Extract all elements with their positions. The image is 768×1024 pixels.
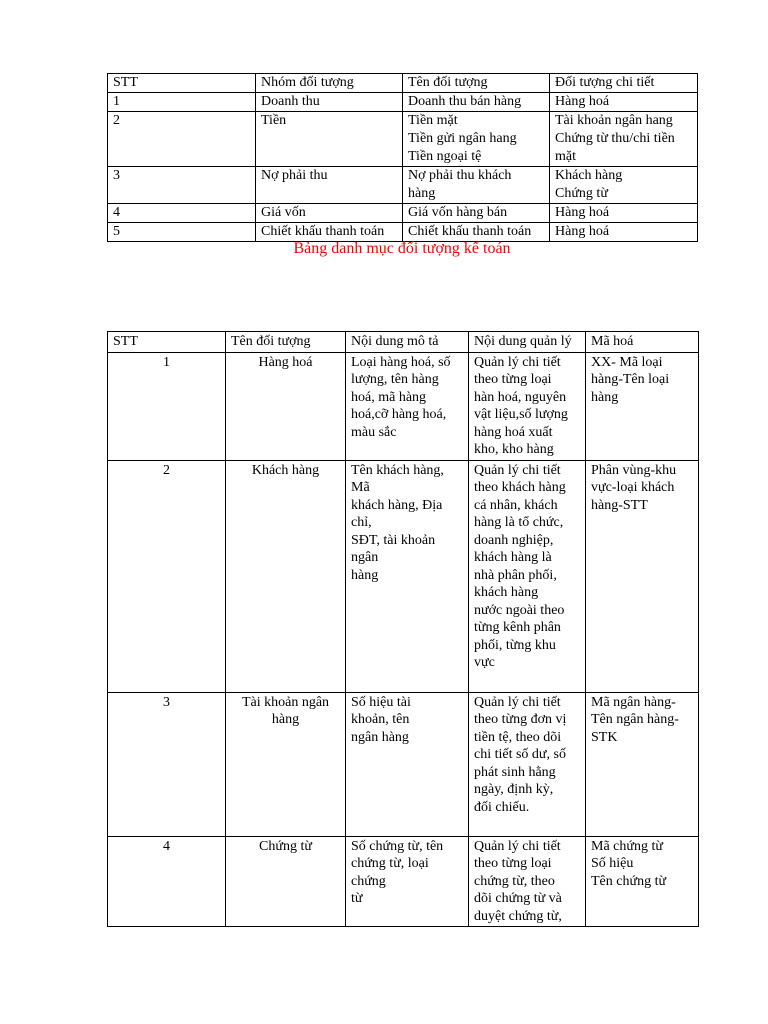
stt-cell: 4	[108, 204, 256, 223]
object-detail-cell	[550, 112, 698, 167]
description-cell	[346, 460, 469, 692]
management-cell-line: Quản lý chi tiết	[474, 462, 561, 478]
column-header: STT	[108, 74, 256, 93]
object-name-cell-line: Khách hàng	[251, 462, 320, 478]
coding-cell-line: STK	[591, 729, 618, 745]
object-detail-cell-line: Chứng từ thu/chi tiền	[555, 131, 675, 146]
object-name-cell-line: hàng	[408, 186, 436, 201]
coding-cell-line: hàng	[591, 389, 619, 405]
coding-cell-line: Mã chứng từ	[591, 838, 663, 854]
management-cell-line: chi tiết số dư, số	[474, 747, 566, 762]
object-group-cell: Giá vốn	[256, 204, 403, 223]
management-cell-line: từng kênh phân	[474, 620, 561, 635]
description-cell-line: Tên khách hàng,	[351, 462, 444, 478]
coding-cell-line: Mã ngân hàng-	[591, 694, 676, 710]
object-name-cell	[226, 692, 346, 836]
description-cell-line: từ	[351, 891, 363, 906]
object-name-cell-line: Giá vốn hàng bán	[408, 205, 508, 220]
table-row	[108, 460, 699, 692]
management-cell-line: khách hàng	[474, 585, 539, 600]
description-cell-line: chứng	[351, 873, 386, 889]
management-cell-line: Quản lý chi tiết	[474, 694, 561, 710]
object-detail-cell-line: Hàng hoá	[555, 205, 610, 220]
object-name-cell	[403, 204, 550, 223]
object-name-cell	[226, 460, 346, 692]
description-cell-line: Loại hàng hoá, số	[351, 354, 451, 370]
stt-cell: 2	[108, 460, 226, 692]
object-name-cell	[226, 836, 346, 927]
column-header: Nội dung mô tả	[346, 332, 469, 353]
object-name-cell	[403, 167, 550, 204]
object-name-cell-line: Tiền mặt	[408, 113, 458, 128]
table-row	[108, 352, 699, 460]
description-cell-line: lượng, tên hàng	[351, 372, 439, 387]
description-cell-line: hoá,cỡ hàng hoá,	[351, 407, 447, 422]
stt-cell: 1	[108, 93, 256, 112]
stt-cell: 4	[108, 836, 226, 927]
accounting-object-detail-table	[107, 331, 699, 927]
management-cell-line: theo từng loại	[474, 856, 552, 871]
stt-cell: 3	[108, 167, 256, 204]
management-cell-line: vực	[474, 655, 495, 670]
management-cell-line: phát sinh hằng	[474, 764, 556, 780]
object-name-cell-line: hàng	[271, 712, 300, 727]
management-cell-line: phối, từng khu	[474, 637, 556, 653]
management-cell-line: duyệt chứng từ,	[474, 908, 562, 924]
coding-cell	[586, 352, 699, 460]
object-detail-cell-line: Chứng từ	[555, 186, 608, 201]
table-row	[108, 836, 699, 927]
object-detail-cell-line: mặt	[555, 149, 576, 164]
management-cell	[469, 692, 586, 836]
object-group-cell: Nợ phải thu	[256, 167, 403, 204]
coding-cell-line: Phân vùng-khu	[591, 462, 677, 478]
table-header-row	[108, 74, 698, 93]
management-cell	[469, 460, 586, 692]
management-cell-line: theo từng đơn vị	[474, 712, 567, 727]
table-row	[108, 692, 699, 836]
object-name-cell	[226, 352, 346, 460]
management-cell-line: tiền tệ, theo dõi	[474, 729, 562, 745]
object-name-cell-line: Tiền ngoại tệ	[408, 149, 482, 164]
object-detail-cell	[550, 204, 698, 223]
management-cell	[469, 352, 586, 460]
management-cell	[469, 836, 586, 927]
column-header: Đối tượng chi tiết	[550, 74, 698, 93]
description-cell	[346, 692, 469, 836]
object-detail-cell-line: Tài khoản ngân hang	[555, 113, 673, 128]
management-cell-line: hàng hoá xuất	[474, 424, 553, 440]
table-row	[108, 167, 698, 204]
column-header: Mã hoá	[586, 332, 699, 353]
object-name-cell-line: Doanh thu bán hàng	[408, 94, 522, 109]
coding-cell-line: Tên chứng từ	[591, 873, 667, 889]
object-detail-cell-line: Hàng hoá	[555, 94, 610, 109]
column-header: Nội dung quản lý	[469, 332, 586, 353]
object-group-cell: Doanh thu	[256, 93, 403, 112]
column-header: Tên đối tượng	[403, 74, 550, 93]
object-detail-cell-line: Khách hàng	[555, 168, 623, 183]
coding-cell	[586, 460, 699, 692]
table-header-row	[108, 332, 699, 353]
object-group-cell: Chiết khấu thanh toán	[256, 223, 403, 242]
description-cell-line: SĐT, tài khoản	[351, 532, 436, 548]
description-cell-line: hàng	[351, 567, 379, 583]
object-name-cell	[403, 93, 550, 112]
object-name-cell-line: Chiết khấu thanh toán	[408, 224, 532, 239]
column-header: Nhóm đối tượng	[256, 74, 403, 93]
description-cell-line: chứng từ, loại	[351, 856, 429, 871]
management-cell-line: hàng là tổ chức,	[474, 515, 564, 530]
description-cell	[346, 836, 469, 927]
coding-cell	[586, 836, 699, 927]
stt-cell: 3	[108, 692, 226, 836]
description-cell-line: màu sắc	[351, 424, 397, 440]
management-cell-line: dõi chứng từ và	[474, 891, 562, 906]
object-name-cell-line: Nợ phải thu khách	[408, 168, 512, 183]
table-row	[108, 204, 698, 223]
management-cell-line: theo khách hàng	[474, 480, 566, 495]
coding-cell-line: vực-loại khách	[591, 480, 675, 495]
description-cell-line: chỉ,	[351, 515, 372, 530]
management-cell-line: doanh nghiệp,	[474, 532, 554, 548]
management-cell-line: khách hàng là	[474, 550, 552, 565]
management-cell-line: nhà phân phối,	[474, 567, 557, 583]
stt-cell: 2	[108, 112, 256, 167]
management-cell-line: đối chiếu.	[474, 799, 530, 815]
coding-cell-line: hàng-STT	[591, 497, 648, 513]
management-cell-line: nước ngoài theo	[474, 602, 565, 618]
description-cell-line: Mã	[351, 480, 370, 495]
column-header: STT	[108, 332, 226, 353]
management-cell-line: hàn hoá, nguyên	[474, 389, 567, 405]
object-detail-cell	[550, 93, 698, 112]
object-detail-cell-line: Hàng hoá	[555, 224, 610, 239]
management-cell-line: Quản lý chi tiết	[474, 838, 561, 854]
column-header: Tên đối tượng	[226, 332, 346, 353]
management-cell-line: Quản lý chi tiết	[474, 354, 561, 370]
management-cell-line: ngày, định kỳ,	[474, 782, 554, 797]
stt-cell: 1	[108, 352, 226, 460]
description-cell-line: khách hàng, Địa	[351, 497, 443, 513]
description-cell-line: Số hiệu tài	[351, 694, 411, 710]
object-group-cell: Tiền	[256, 112, 403, 167]
management-cell-line: chứng từ, theo	[474, 873, 555, 889]
description-cell-line: ngân	[351, 550, 379, 565]
management-cell-line: cá nhân, khách	[474, 497, 558, 513]
management-cell-line: vật liệu,số lượng	[474, 407, 568, 422]
description-cell-line: hoá, mã hàng	[351, 389, 427, 405]
object-name-cell-line: Tiền gửi ngân hang	[408, 131, 517, 146]
object-name-cell-line: Chứng từ	[259, 838, 312, 854]
coding-cell-line: hàng-Tên loại	[591, 372, 670, 387]
table-row	[108, 93, 698, 112]
description-cell-line: khoản, tên	[351, 712, 410, 727]
table-row	[108, 112, 698, 167]
object-name-cell	[403, 112, 550, 167]
table-caption: Bảng danh mục đối tượng kế toán	[293, 240, 511, 257]
coding-cell-line: Số hiệu	[591, 856, 634, 871]
description-cell-line: Số chứng từ, tên	[351, 838, 444, 854]
stt-cell: 5	[108, 223, 256, 242]
object-name-cell-line: Tài khoản ngân	[241, 694, 330, 710]
management-cell-line: kho, kho hàng	[474, 442, 554, 457]
object-name-cell-line: Hàng hoá	[258, 354, 313, 370]
description-cell	[346, 352, 469, 460]
accounting-object-group-table	[107, 73, 698, 242]
description-cell-line: ngân hàng	[351, 729, 409, 745]
coding-cell	[586, 692, 699, 836]
management-cell-line: theo từng loại	[474, 372, 552, 387]
coding-cell-line: Tên ngân hàng-	[591, 712, 679, 727]
coding-cell-line: XX- Mã loại	[591, 354, 663, 370]
object-detail-cell	[550, 167, 698, 204]
